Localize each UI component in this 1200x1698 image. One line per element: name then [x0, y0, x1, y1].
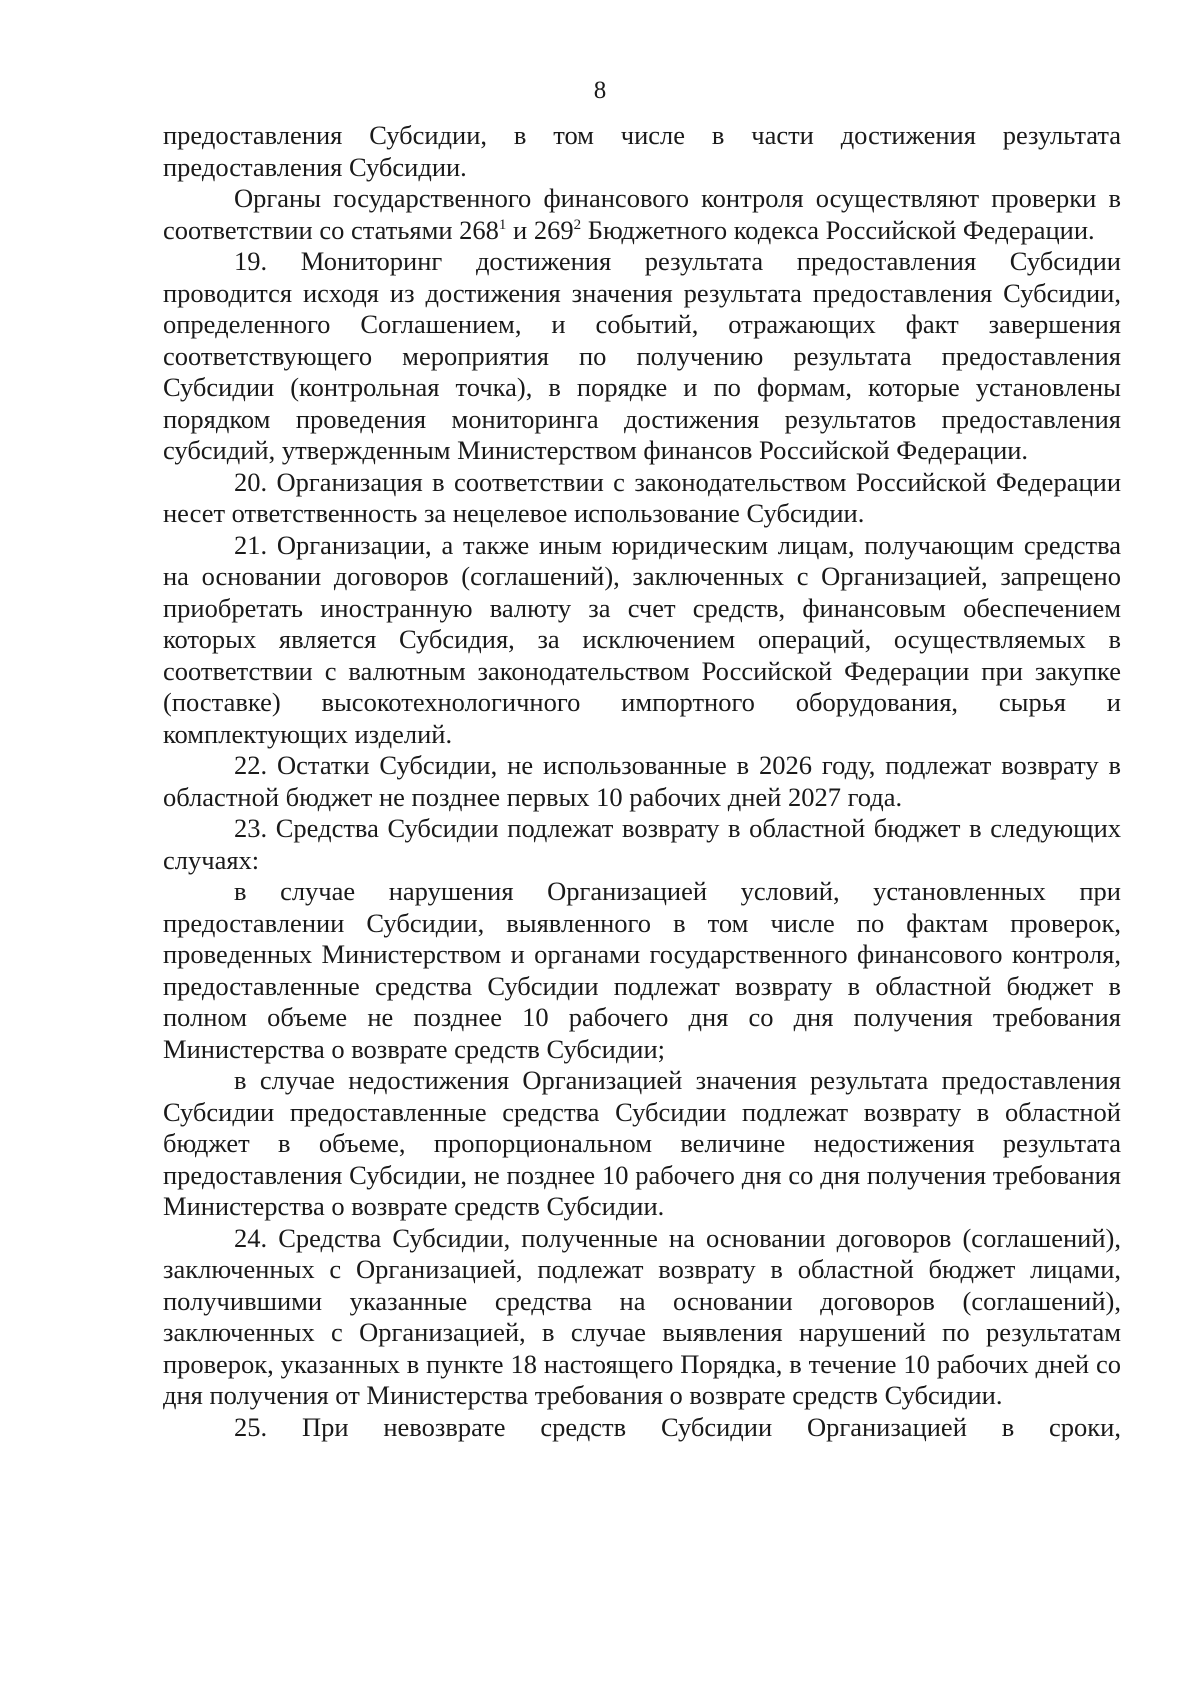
paragraph-text: Бюджетного кодекса Российской Федерации. [581, 214, 1095, 245]
paragraph-text: и 269 [506, 214, 574, 245]
superscript-article-268: 1 [498, 216, 507, 233]
paragraph-text: Органы государственного финансового контроля осуществляют проверки в соответствии со статьями 268 [163, 183, 1121, 245]
paragraph-23: 23. Средства Субсидии подлежат возврату в областной бюджет в следующих случаях: [163, 813, 1121, 875]
document-body [163, 120, 1121, 1443]
paragraph-24: 24. Средства Субсидии, полученные на основании договоров (соглашений), заключенных с Организацией, подлежат возврату в областной бюджет лицами, получившими указанные средства на основании договоров (соглашений), заключенных с Организацией, в случае выявления нарушений по результатам проверок, указанных в пункте 18 настоящего Порядка, в течение 10 рабочих дней со дня получения от Министерства требования о возврате средств Субсидии. [163, 1222, 1121, 1410]
paragraph-23-case-violation: в случае нарушения Организацией условий, установленных при предоставлении Субсидии, выявленного в том числе по фактам проверок, проведенных Министерством и органами государственного финансового контроля, предоставленные средства Субсидии подлежат возврату в областной бюджет в полном объеме не позднее 10 рабочего дня со дня получения требования Министерства о возврате средств Субсидии; [163, 876, 1121, 1064]
paragraph-continuation: предоставления Субсидии, в том числе в части достижения результата предоставления Субсидии. [163, 120, 1121, 182]
superscript-article-269: 2 [573, 216, 582, 233]
paragraph-20: 20. Организация в соответствии с законодательством Российской Федерации несет ответственность за нецелевое использование Субсидии. [163, 466, 1121, 528]
paragraph-25: 25. При невозврате средств Субсидии Организацией в сроки, [234, 1411, 1121, 1442]
paragraph-23-case-non-achievement: в случае недостижения Организацией значения результата предоставления Субсидии предоставленные средства Субсидии подлежат возврату в областной бюджет в объеме, пропорциональном величине недостижения результата предоставления Субсидии, не позднее 10 рабочего дня со дня получения требования Министерства о возврате средств Субсидии. [163, 1065, 1121, 1221]
paragraph-19: 19. Мониторинг достижения результата предоставления Субсидии проводится исходя из достижения значения результата предоставления Субсидии, определенного Соглашением, и событий, отражающих факт завершения соответствующего мероприятия по получению результата предоставления Субсидии (контрольная точка), в порядке и по формам, которые установлены порядком проведения мониторинга достижения результатов предоставления субсидий, утвержденным Министерством финансов Российской Федерации. [163, 246, 1121, 465]
paragraph-21: 21. Организации, а также иным юридическим лицам, получающим средства на основании договоров (соглашений), заключенных с Организацией, запрещено приобретать иностранную валюту за счет средств, финансовым обеспечением которых является Субсидия, за исключением операций, осуществляемых в соответствии с валютным законодательством Российской Федерации при закупке (поставке) высокотехнологичного импортного оборудования, сырья и комплектующих изделий. [163, 529, 1121, 749]
page-number: 8 [593, 77, 607, 104]
paragraph-state-control [163, 183, 1121, 246]
paragraph-22: 22. Остатки Субсидии, не использованные в 2026 году, подлежат возврату в областной бюджет не позднее первых 10 рабочих дней 2027 года. [163, 750, 1121, 812]
